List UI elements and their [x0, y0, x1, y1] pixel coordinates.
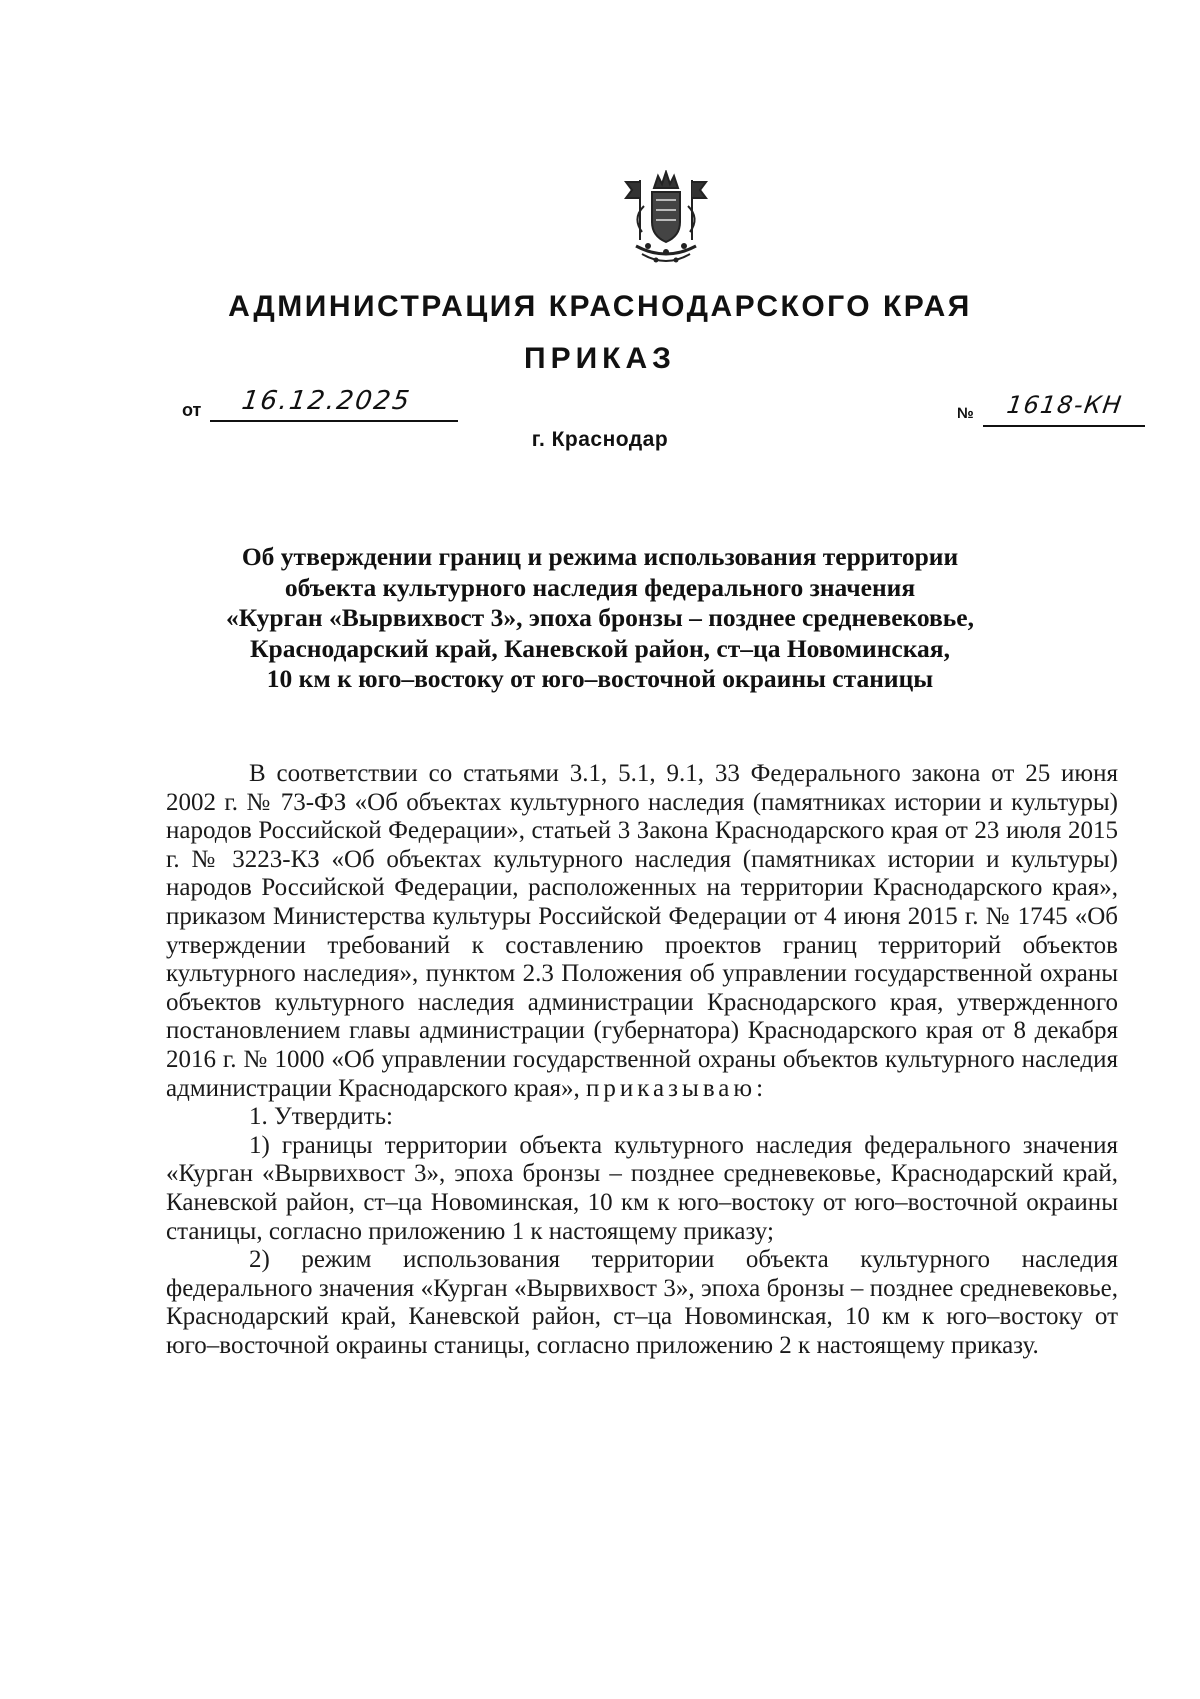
date-label: от [182, 400, 202, 420]
title-line: «Курган «Вырвихвост 3», эпоха бронзы – позднее средневековье, [226, 603, 974, 632]
date-underline [210, 420, 458, 422]
title-line: 10 км к юго–востоку от юго–восточной окраины станицы [266, 664, 934, 693]
item-1-heading: 1. Утвердить: [249, 1103, 393, 1131]
handwritten-number: 1618-КН [1005, 391, 1125, 419]
order-word: приказываю: [586, 1074, 768, 1102]
organization-name: АДМИНИСТРАЦИЯ КРАСНОДАРСКОГО КРАЯ [228, 290, 972, 323]
preamble-text: В соответствии со статьями 3.1, 5.1, 9.1, 33 Федерального закона от 25 июня 2002 г. № 73-ФЗ «Об объектах культурного наследия (памятниках истории и культуры) народов Российской Федерации», статьей 3 Закона Краснодарского края от 23 июля 2015 г. № 3223-КЗ «Об объектах культурного наследия (памятниках истории и культуры) народов Российской Федерации, расположенных на территории Краснодарского края», приказом Министерства культуры Российской Федерации от 4 июня 2015 г. № 1745 «Об утверждении требований к составлению проектов границ территорий объектов культурного наследия», пунктом 2.3 Положения об управлении государственной охраны объектов культурного наследия администрации Краснодарского края, утвержденного постановлением главы администрации (губернатора) Краснодарского края от 8 декабря 2016 г. № 1000 «Об управлении государственной охраны объектов культурного наследия администрации Краснодарского края», [166, 760, 1118, 1102]
title-line: Об утверждении границ и режима использования территории [241, 542, 959, 571]
handwritten-date: 16.12.2025 [239, 386, 413, 416]
number-underline [983, 425, 1145, 427]
title-line: объекта культурного наследия федерального значения [284, 572, 916, 602]
number-label: № [957, 405, 974, 422]
document-title [150, 542, 1050, 695]
title-line: Краснодарский край, Каневской район, ст–ца Новоминская, [250, 633, 950, 663]
document-body [166, 760, 1118, 1360]
coat-of-arms-icon [618, 170, 714, 270]
document-type: ПРИКАЗ [524, 342, 676, 375]
item-1-1: 1) границы территории объекта культурного наследия федерального значения «Курган «Вырвихвост 3», эпоха бронзы – позднее средневековье, Краснодарский край, Каневской район, ст–ца Новоминская, 10 км к юго–востоку от юго–восточной окраины станицы, согласно приложению 1 к настоящему приказу; [166, 1131, 1118, 1245]
preamble-paragraph [166, 760, 1118, 1103]
item-1-2: 2) режим использования территории объекта культурного наследия федерального значения «Курган «Вырвихвост 3», эпоха бронзы – позднее средневековье, Краснодарский край, Каневской район, ст–ца Новоминская, 10 км к юго–востоку от юго–восточной окраины станицы, согласно приложению 2 к настоящему приказу. [166, 1246, 1118, 1359]
city: г. Краснодар [531, 428, 669, 451]
